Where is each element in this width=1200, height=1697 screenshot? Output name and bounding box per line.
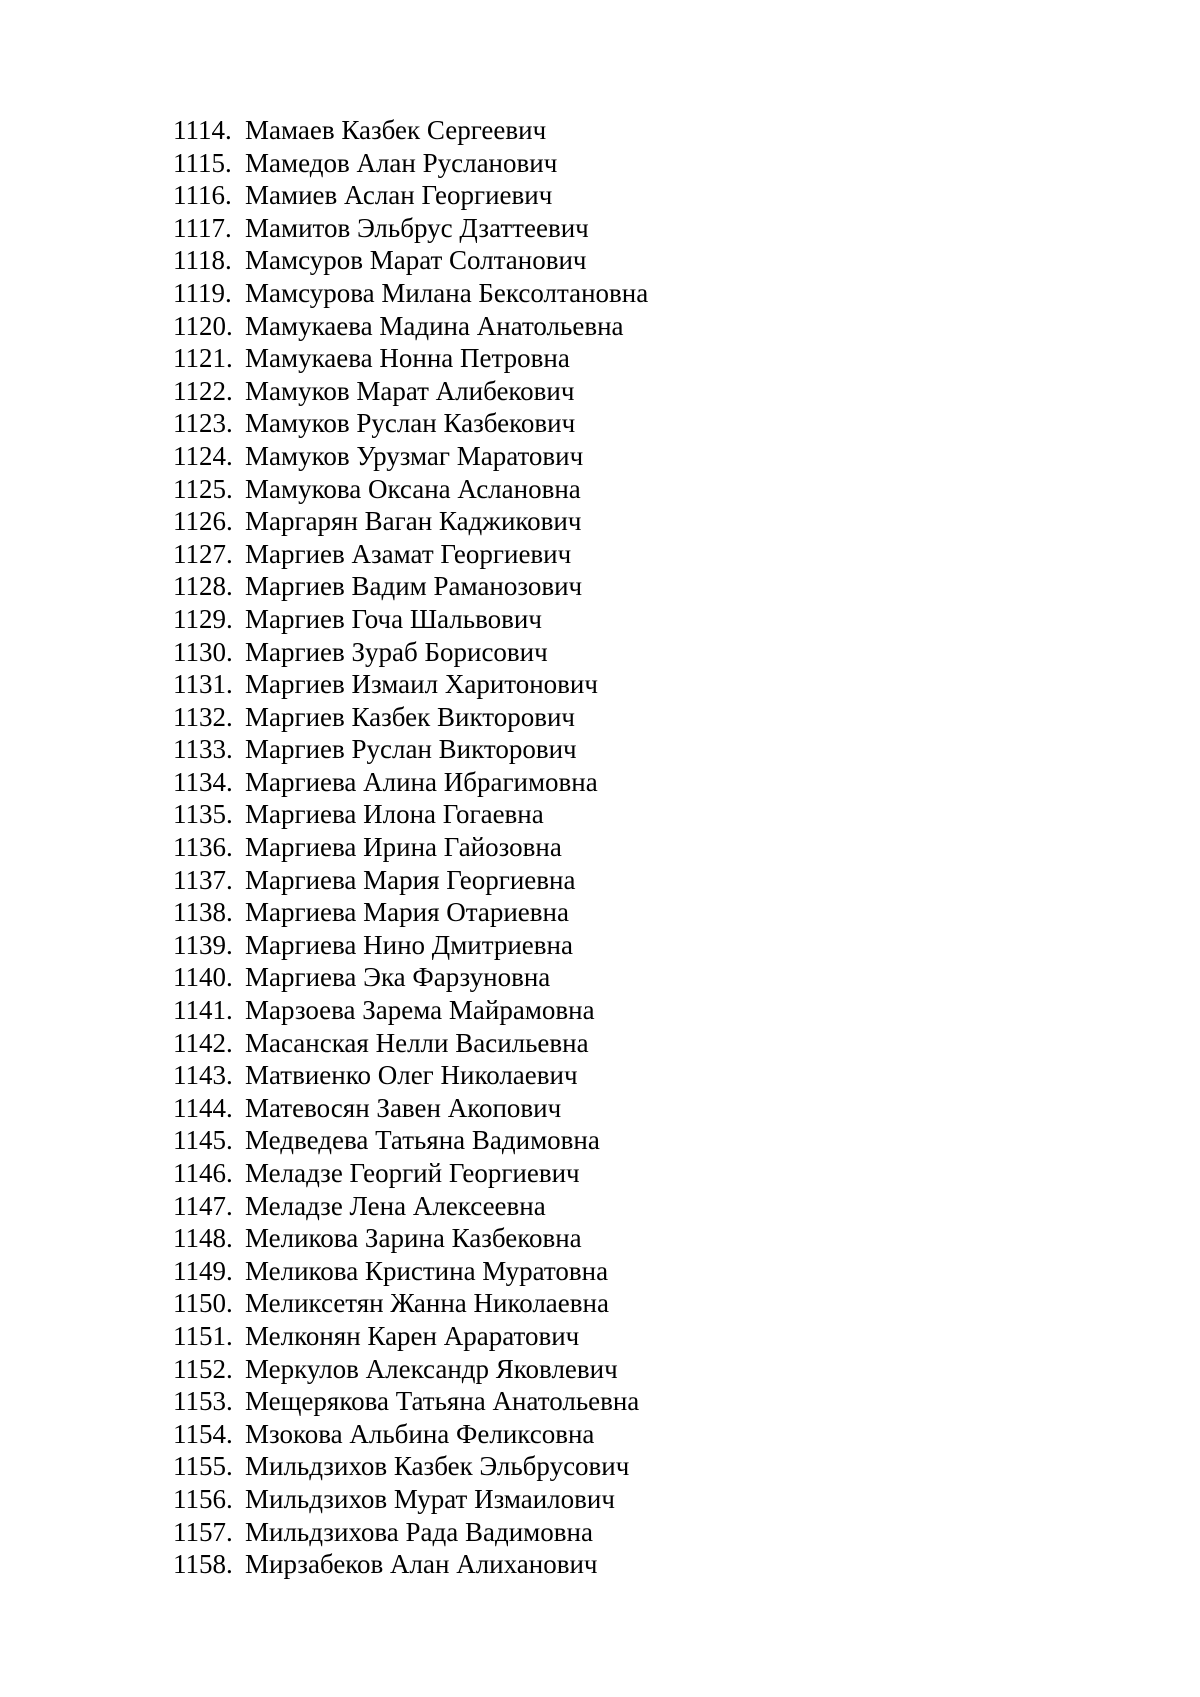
item-name: Мамуков Марат Алибекович: [245, 375, 575, 406]
item-number: 1118.: [173, 245, 232, 276]
item-number: 1114.: [173, 115, 232, 145]
item-number: 1128.: [173, 571, 233, 602]
item-name: Мирзабеков Алан Алиханович: [245, 1549, 598, 1580]
list-item: [173, 798, 648, 831]
item-number: 1119.: [173, 277, 232, 308]
item-name: Мильдзихов Казбек Эльбрусович: [245, 1451, 630, 1482]
item-number: 1139.: [173, 929, 233, 960]
item-number: 1125.: [173, 473, 233, 504]
list-item: [173, 277, 648, 310]
list-item: [173, 701, 648, 734]
list-item: [173, 538, 648, 571]
list-item: [173, 407, 648, 440]
list-item: [173, 1418, 648, 1451]
item-name: Меликсетян Жанна Николаевна: [245, 1288, 609, 1319]
item-name: Меликова Кристина Муратовна: [245, 1255, 609, 1286]
item-number: 1140.: [173, 962, 233, 993]
item-name: Маргиев Измаил Харитонович: [245, 669, 598, 700]
item-name: Мелконян Карен Араратович: [245, 1320, 580, 1351]
list-item: [173, 1516, 648, 1549]
item-name: Матвиенко Олег Николаевич: [245, 1060, 578, 1091]
item-name: Мамиев Аслан Георгиевич: [245, 180, 553, 211]
item-name: Маргиева Илона Гогаевна: [245, 799, 544, 830]
item-number: 1137.: [173, 864, 233, 895]
item-name: Маргиева Ирина Гайозовна: [245, 832, 562, 863]
list-item: [173, 929, 648, 962]
item-number: 1122.: [173, 375, 233, 406]
list-item: [173, 1027, 648, 1060]
item-name: Меладзе Лена Алексеевна: [245, 1190, 546, 1221]
list-item: [173, 831, 648, 864]
list-item: [173, 1222, 648, 1255]
item-number: 1138.: [173, 897, 233, 928]
list-item: [173, 1385, 648, 1418]
list-item: [173, 1287, 648, 1320]
item-name: Маргиев Казбек Викторович: [245, 701, 575, 732]
item-number: 1127.: [173, 538, 233, 569]
list-item: [173, 1059, 648, 1092]
item-number: 1135.: [173, 799, 233, 830]
item-name: Медведева Татьяна Вадимовна: [245, 1125, 600, 1156]
item-number: 1132.: [173, 701, 233, 732]
item-number: 1153.: [173, 1386, 233, 1417]
item-name: Мамуков Руслан Казбекович: [245, 408, 576, 439]
item-name: Мамукаева Нонна Петровна: [245, 343, 570, 374]
item-number: 1126.: [173, 506, 233, 537]
list-item: [173, 179, 648, 212]
item-name: Мильдзихова Рада Вадимовна: [245, 1516, 593, 1547]
item-number: 1144.: [173, 1092, 233, 1123]
list-item: [173, 212, 648, 245]
list-item: [173, 668, 648, 701]
list-item: [173, 603, 648, 636]
item-name: Мамсуров Марат Солтанович: [245, 245, 587, 276]
list-item: [173, 342, 648, 375]
item-name: Мещерякова Татьяна Анатольевна: [245, 1386, 640, 1417]
item-number: 1155.: [173, 1451, 233, 1482]
list-item: [173, 1255, 648, 1288]
item-number: 1148.: [173, 1223, 233, 1254]
list-item: [173, 896, 648, 929]
item-number: 1136.: [173, 832, 233, 863]
item-name: Маргиева Мария Отариевна: [245, 897, 569, 928]
item-number: 1116.: [173, 180, 232, 211]
item-number: 1121.: [173, 343, 233, 374]
list-item: [173, 375, 648, 408]
name-list: [173, 114, 648, 1581]
item-name: Мамукаева Мадина Анатольевна: [245, 310, 624, 341]
item-name: Мамуков Урузмаг Маратович: [245, 440, 584, 471]
item-name: Марзоева Зарема Майрамовна: [245, 995, 595, 1026]
item-name: Маргиева Алина Ибрагимовна: [245, 766, 598, 797]
list-item: [173, 766, 648, 799]
item-number: 1142.: [173, 1027, 233, 1058]
item-name: Матевосян Завен Акопович: [245, 1092, 562, 1123]
item-number: 1152.: [173, 1353, 233, 1384]
item-number: 1123.: [173, 408, 233, 439]
item-number: 1143.: [173, 1060, 233, 1091]
item-name: Мамитов Эльбрус Дзаттеевич: [245, 212, 589, 243]
item-name: Меладзе Георгий Георгиевич: [245, 1158, 580, 1188]
list-item: [173, 636, 648, 669]
item-number: 1158.: [173, 1549, 233, 1580]
list-item: [173, 864, 648, 897]
item-number: 1150.: [173, 1288, 233, 1319]
item-name: Маргиева Эка Фарзуновна: [245, 962, 551, 993]
list-item: [173, 1320, 648, 1353]
list-item: [173, 733, 648, 766]
item-number: 1145.: [173, 1125, 233, 1156]
list-item: [173, 961, 648, 994]
item-name: Мамаев Казбек Сергеевич: [245, 115, 547, 145]
list-item: [173, 440, 648, 473]
list-item: [173, 147, 648, 180]
list-item: [173, 473, 648, 506]
item-number: 1115.: [173, 147, 232, 178]
list-item: [173, 1092, 648, 1125]
item-name: Мамедов Алан Русланович: [245, 147, 558, 178]
list-item: [173, 310, 648, 343]
item-name: Мильдзихов Мурат Измаилович: [245, 1483, 615, 1514]
list-item: [173, 1353, 648, 1386]
item-name: Маргиев Зураб Борисович: [245, 636, 548, 667]
item-number: 1131.: [173, 669, 233, 700]
item-name: Маргарян Ваган Каджикович: [245, 506, 582, 537]
item-number: 1149.: [173, 1255, 233, 1286]
item-name: Мзокова Альбина Феликсовна: [245, 1418, 595, 1449]
item-number: 1134.: [173, 766, 233, 797]
item-number: 1117.: [173, 212, 232, 243]
item-name: Мамсурова Милана Бексолтановна: [245, 277, 649, 308]
item-name: Маргиева Мария Георгиевна: [245, 864, 576, 895]
item-number: 1133.: [173, 734, 233, 765]
item-number: 1147.: [173, 1190, 233, 1221]
item-name: Маргиев Вадим Раманозович: [245, 571, 583, 602]
list-item: [173, 1157, 648, 1190]
item-number: 1146.: [173, 1158, 233, 1188]
item-name: Мамукова Оксана Аслановна: [245, 473, 581, 504]
list-item: [173, 114, 648, 147]
item-name: Маргиев Гоча Шальвович: [245, 603, 542, 634]
list-item: [173, 994, 648, 1027]
item-name: Маргиева Нино Дмитриевна: [245, 929, 573, 960]
item-name: Меликова Зарина Казбековна: [245, 1223, 582, 1254]
item-number: 1130.: [173, 636, 233, 667]
list-item: [173, 1548, 648, 1581]
list-item: [173, 1483, 648, 1516]
item-number: 1129.: [173, 603, 233, 634]
item-number: 1154.: [173, 1418, 233, 1449]
list-item: [173, 244, 648, 277]
list-item: [173, 570, 648, 603]
item-name: Маргиев Азамат Георгиевич: [245, 538, 572, 569]
item-number: 1124.: [173, 440, 233, 471]
list-item: [173, 505, 648, 538]
item-name: Масанская Нелли Васильевна: [245, 1027, 589, 1058]
list-item: [173, 1190, 648, 1223]
item-number: 1156.: [173, 1483, 233, 1514]
item-number: 1141.: [173, 995, 233, 1026]
item-name: Меркулов Александр Яковлевич: [245, 1353, 618, 1384]
list-item: [173, 1124, 648, 1157]
list-item: [173, 1450, 648, 1483]
item-name: Маргиев Руслан Викторович: [245, 734, 577, 765]
item-number: 1157.: [173, 1516, 233, 1547]
item-number: 1120.: [173, 310, 233, 341]
item-number: 1151.: [173, 1320, 233, 1351]
